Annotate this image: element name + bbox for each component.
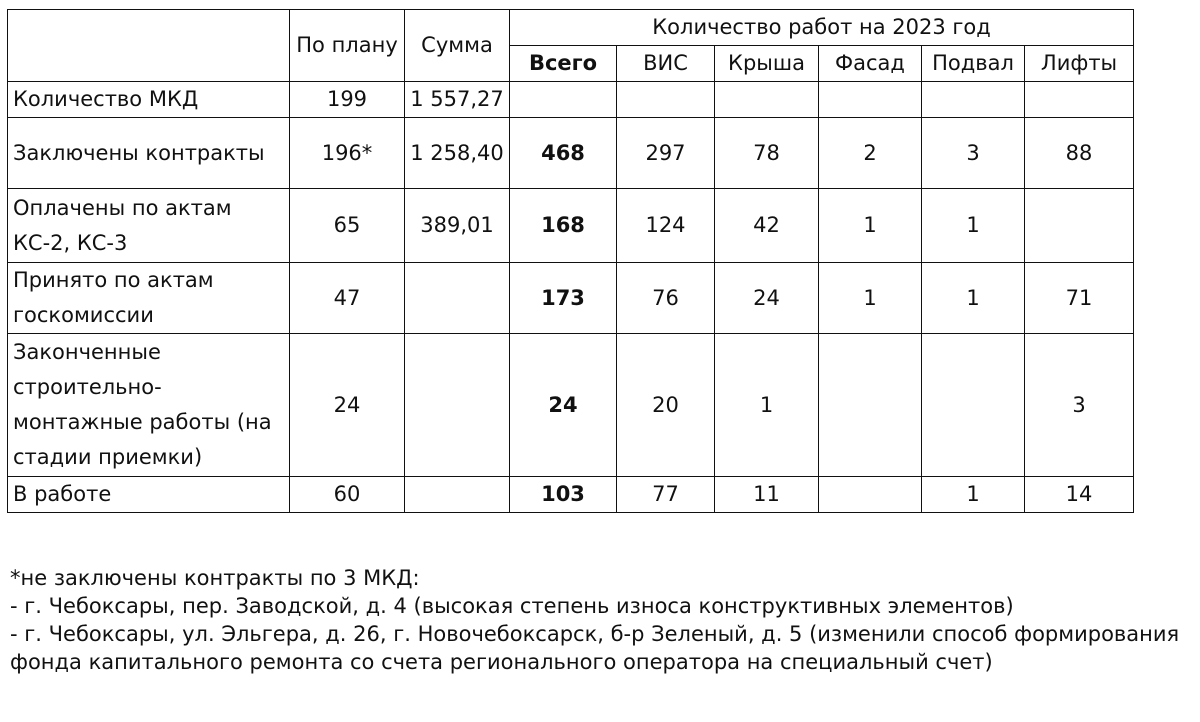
cell-sum: 1 557,27 bbox=[405, 82, 510, 118]
header-total: Всего bbox=[510, 46, 617, 82]
capital-repair-table bbox=[7, 9, 1134, 513]
cell-roof: 42 bbox=[715, 189, 819, 263]
cell-total bbox=[510, 82, 617, 118]
footnote-title: *не заключены контракты по 3 МКД: bbox=[10, 566, 420, 590]
cell-facade: 2 bbox=[819, 118, 922, 189]
table-row bbox=[8, 82, 1134, 118]
cell-basement bbox=[922, 82, 1025, 118]
row-label: В работе bbox=[8, 477, 290, 513]
header-facade: Фасад bbox=[819, 46, 922, 82]
cell-roof: 78 bbox=[715, 118, 819, 189]
table-row bbox=[8, 118, 1134, 189]
cell-vis: 124 bbox=[617, 189, 715, 263]
cell-roof: 1 bbox=[715, 334, 819, 477]
table-row bbox=[8, 477, 1134, 513]
cell-total: 24 bbox=[510, 334, 617, 477]
cell-sum: 1 258,40 bbox=[405, 118, 510, 189]
header-row-1 bbox=[8, 10, 1134, 46]
row-label: Законченные строительно-монтажные работы (на стадии приемки) bbox=[8, 334, 290, 477]
corner-cell bbox=[8, 10, 290, 82]
cell-basement: 1 bbox=[922, 477, 1025, 513]
cell-plan: 65 bbox=[290, 189, 405, 263]
cell-lifts: 88 bbox=[1025, 118, 1134, 189]
cell-total: 103 bbox=[510, 477, 617, 513]
header-basement: Подвал bbox=[922, 46, 1025, 82]
cell-total: 468 bbox=[510, 118, 617, 189]
table-row bbox=[8, 263, 1134, 334]
cell-sum bbox=[405, 334, 510, 477]
row-label: Заключены контракты bbox=[8, 118, 290, 189]
cell-vis: 76 bbox=[617, 263, 715, 334]
cell-sum bbox=[405, 263, 510, 334]
cell-roof bbox=[715, 82, 819, 118]
cell-facade bbox=[819, 334, 922, 477]
cell-plan: 47 bbox=[290, 263, 405, 334]
cell-vis bbox=[617, 82, 715, 118]
cell-vis: 77 bbox=[617, 477, 715, 513]
cell-facade: 1 bbox=[819, 263, 922, 334]
cell-plan: 196* bbox=[290, 118, 405, 189]
table-row bbox=[8, 189, 1134, 263]
row-label: Оплачены по актам КС-2, КС-3 bbox=[8, 189, 290, 263]
cell-facade: 1 bbox=[819, 189, 922, 263]
cell-basement bbox=[922, 334, 1025, 477]
cell-facade bbox=[819, 477, 922, 513]
cell-vis: 297 bbox=[617, 118, 715, 189]
row-label: Количество МКД bbox=[8, 82, 290, 118]
cell-total: 173 bbox=[510, 263, 617, 334]
cell-facade bbox=[819, 82, 922, 118]
header-sum: Сумма bbox=[405, 10, 510, 82]
cell-basement: 3 bbox=[922, 118, 1025, 189]
footnote bbox=[10, 564, 1195, 676]
cell-total: 168 bbox=[510, 189, 617, 263]
cell-lifts: 14 bbox=[1025, 477, 1134, 513]
cell-lifts bbox=[1025, 82, 1134, 118]
cell-plan: 60 bbox=[290, 477, 405, 513]
header-roof: Крыша bbox=[715, 46, 819, 82]
cell-sum bbox=[405, 477, 510, 513]
footnote-item: - г. Чебоксары, ул. Эльгера, д. 26, г. Новочебоксарск, б-р Зеленый, д. 5 (изменили способ формирования фонда капитального ремонта со счета регионального оператора на специальный счет) bbox=[10, 622, 1180, 674]
footnote-item: - г. Чебоксары, пер. Заводской, д. 4 (высокая степень износа конструктивных элементов) bbox=[10, 594, 1014, 618]
cell-basement: 1 bbox=[922, 263, 1025, 334]
cell-lifts: 71 bbox=[1025, 263, 1134, 334]
header-lifts: Лифты bbox=[1025, 46, 1134, 82]
header-vis: ВИС bbox=[617, 46, 715, 82]
cell-lifts: 3 bbox=[1025, 334, 1134, 477]
cell-plan: 199 bbox=[290, 82, 405, 118]
header-plan: По плану bbox=[290, 10, 405, 82]
cell-basement: 1 bbox=[922, 189, 1025, 263]
cell-roof: 24 bbox=[715, 263, 819, 334]
row-label: Принято по актам госкомиссии bbox=[8, 263, 290, 334]
cell-sum: 389,01 bbox=[405, 189, 510, 263]
cell-plan: 24 bbox=[290, 334, 405, 477]
table-row bbox=[8, 334, 1134, 477]
cell-lifts bbox=[1025, 189, 1134, 263]
header-works-2023: Количество работ на 2023 год bbox=[510, 10, 1134, 46]
cell-vis: 20 bbox=[617, 334, 715, 477]
cell-roof: 11 bbox=[715, 477, 819, 513]
